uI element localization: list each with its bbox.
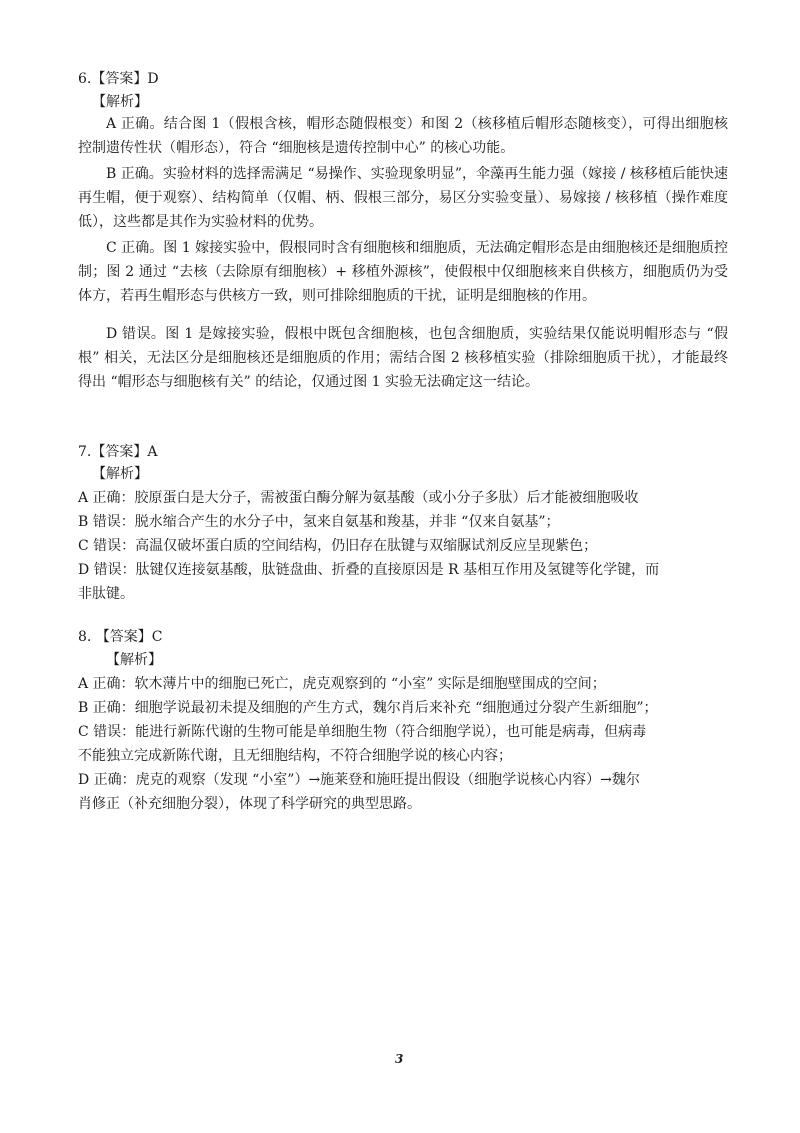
q6-option-a: A 正确。结合图 1（假根含核，帽形态随假根变）和图 2（核移植后帽形态随核变），可得出细胞核控制遗传性状（帽形态），符合 “细胞核是遗传控制中心” 的核心功能。 <box>78 116 728 157</box>
q8-option-c: C 错误：能进行新陈代谢的生物可能是单细胞生物（符合细胞学说），也可能是病毒，但病毒 <box>78 724 647 740</box>
q8-option-b: B 正确：细胞学说最初未提及细胞的产生方式，魏尔肖后来补充 “细胞通过分裂产生新细胞”； <box>78 700 658 716</box>
page-number: 3 <box>395 1052 404 1066</box>
q6-option-d: D 错误。图 1 是嫁接实验，假根中既包含细胞核，也包含细胞质，实验结果仅能说明帽形态与 “假根” 相关，无法区分是细胞核还是细胞质的作用；需结合图 2 核移植实验（排除细胞质干扰），才能最终得出 “帽形态与细胞核有关” 的结论，仅通过图 1 实验无法确定这一结论。 <box>78 326 728 391</box>
q7-option-d-cont: 非肽键。 <box>78 586 134 602</box>
q7-option-c: C 错误：高温仅破坏蛋白质的空间结构，仍旧存在肽键与双缩脲试剂反应呈现紫色； <box>78 538 598 554</box>
q8-option-a: A 正确：软木薄片中的细胞已死亡，虎克观察到的 “小室” 实际是细胞壁围成的空间； <box>78 676 606 692</box>
q8-option-d: D 正确：虎克的观察（发现 “小室”）→施莱登和施旺提出假设（细胞学说核心内容）→魏尔 <box>78 772 640 788</box>
q7-answer-heading: 7.【答案】A <box>78 444 158 460</box>
q6-answer-heading: 6.【答案】D <box>78 71 159 87</box>
q7-analysis-label: 【解析】 <box>92 466 148 482</box>
q6-option-b: B 正确。实验材料的选择需满足 “易操作、实验现象明显”，伞藻再生能力强（嫁接 / 核移植后能快速再生帽，便于观察）、结构简单（仅帽、柄、假根三部分，易区分实验变量）、易嫁接 / 核移植（操作难度低），这些都是其作为实验材料的优势。 <box>78 166 728 231</box>
q8-option-d-cont: 肖修正（补充细胞分裂），体现了科学研究的典型思路。 <box>78 796 421 812</box>
q6-option-c: C 正确。图 1 嫁接实验中，假根同时含有细胞核和细胞质，无法确定帽形态是由细胞核还是细胞质控制；图 2 通过 “去核（去除原有细胞核）+ 移植外源核”，使假根中仅细胞核来自供核方，细胞质仍为受体方，若再生帽形态与供核方一致，则可排除细胞质的干扰，证明是细胞核的作用。 <box>78 240 728 305</box>
q8-analysis-label: 【解析】 <box>106 652 162 668</box>
q8-option-c-cont: 不能独立完成新陈代谢，且无细胞结构，不符合细胞学说的核心内容； <box>78 748 512 764</box>
q6-analysis-label: 【解析】 <box>92 94 148 110</box>
q7-option-b: B 错误：脱水缩合产生的水分子中，氢来自氨基和羧基，并非 “仅来自氨基”； <box>78 514 560 530</box>
q8-answer-heading: 8. 【答案】C <box>78 629 163 645</box>
q7-option-a: A 正确：胶原蛋白是大分子，需被蛋白酶分解为氨基酸（或小分子多肽）后才能被细胞吸收 <box>78 490 639 506</box>
q7-option-d: D 错误：肽键仅连接氨基酸，肽链盘曲、折叠的直接原因是 R 基相互作用及氢键等化学键，而 <box>78 562 660 578</box>
